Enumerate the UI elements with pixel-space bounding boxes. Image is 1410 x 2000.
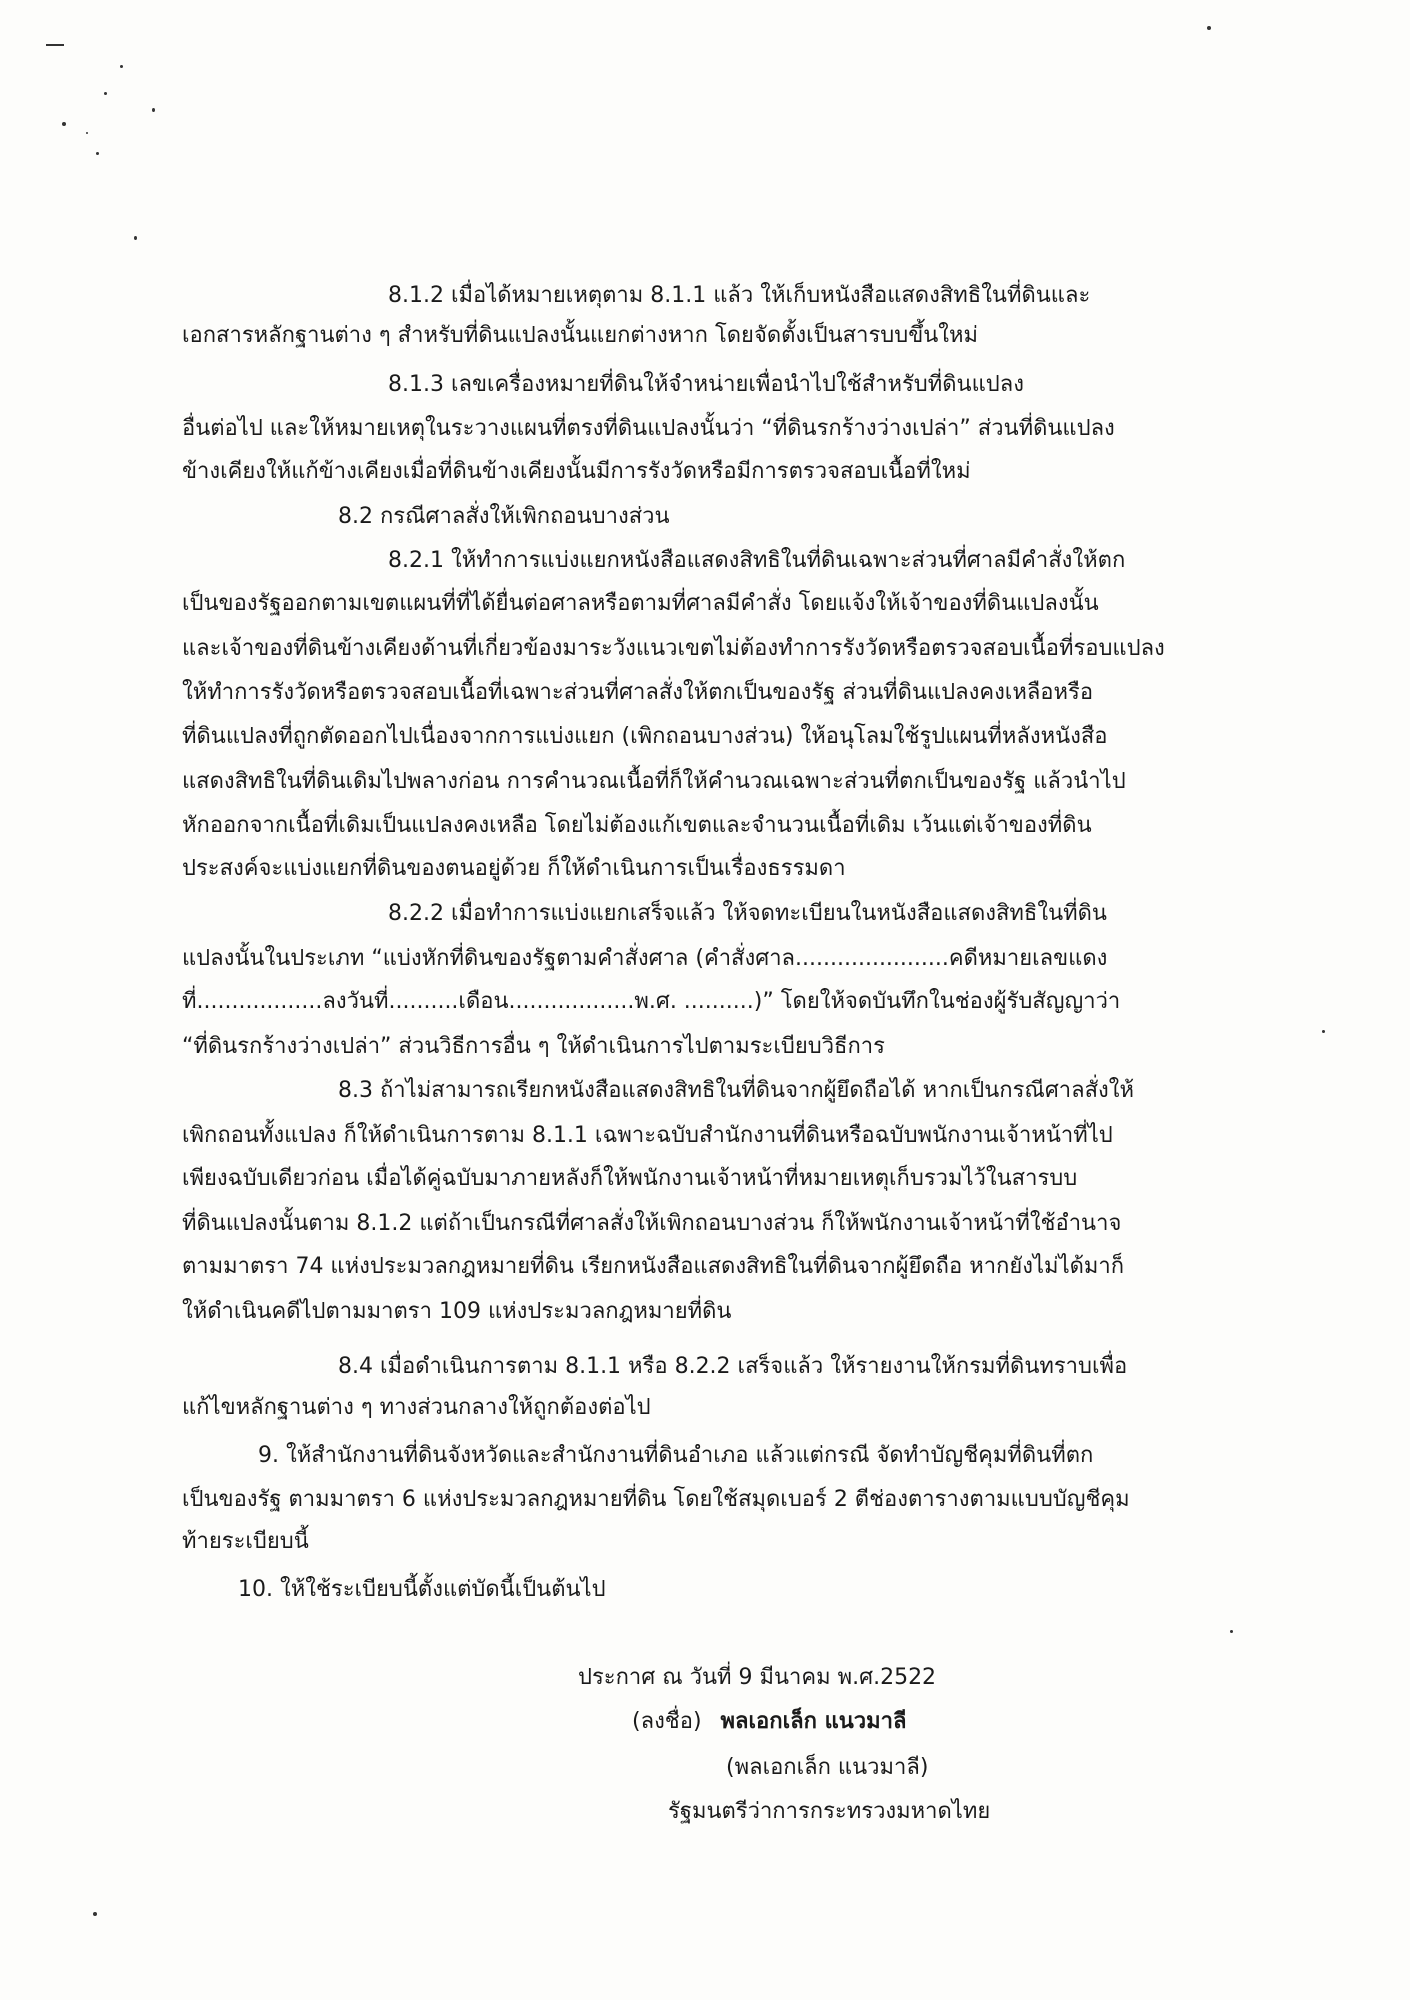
doc-line: 9. ให้สำนักงานที่ดินจังหวัดและสำนักงานที่ดินอำเภอ แล้วแต่กรณี จัดทำบัญชีคุมที่ดินที่ตก bbox=[258, 1443, 1094, 1468]
doc-line: 8.4 เมื่อดำเนินการตาม 8.1.1 หรือ 8.2.2 เสร็จแล้ว ให้รายงานให้กรมที่ดินทราบเพื่อ bbox=[338, 1354, 1128, 1379]
scan-speck bbox=[134, 236, 137, 240]
doc-line: แสดงสิทธิในที่ดินเดิมไปพลางก่อน การคำนวณเนื้อที่ก็ให้คำนวณเฉพาะส่วนที่ตกเป็นของรัฐ แล้วนำไป bbox=[182, 769, 1126, 794]
doc-section-heading: 8.2 กรณีศาลสั่งให้เพิกถอนบางส่วน bbox=[338, 504, 670, 529]
doc-line: ประสงค์จะแบ่งแยกที่ดินของตนอยู่ด้วย ก็ให้ดำเนินการเป็นเรื่องธรรมดา bbox=[182, 856, 846, 881]
scan-speck bbox=[86, 132, 88, 134]
scan-speck bbox=[1230, 1630, 1233, 1633]
doc-line: เพิกถอนทั้งแปลง ก็ให้ดำเนินการตาม 8.1.1 เฉพาะฉบับสำนักงานที่ดินหรือฉบับพนักงานเจ้าหน้าที่ไป bbox=[182, 1123, 1113, 1148]
signature-line bbox=[632, 1707, 906, 1737]
doc-line: “ที่ดินรกร้างว่างเปล่า” ส่วนวิธีการอื่น ๆ ให้ดำเนินการไปตามระเบียบวิธีการ bbox=[182, 1034, 885, 1059]
scan-speck bbox=[1322, 1030, 1325, 1033]
doc-line: 8.2.2 เมื่อทำการแบ่งแยกเสร็จแล้ว ให้จดทะเบียนในหนังสือแสดงสิทธิในที่ดิน bbox=[388, 901, 1107, 926]
doc-line: 10. ให้ใช้ระเบียบนี้ตั้งแต่บัดนี้เป็นต้นไป bbox=[238, 1577, 606, 1602]
signer-position: รัฐมนตรีว่าการกระทรวงมหาดไทย bbox=[668, 1799, 991, 1824]
doc-line: 8.1.2 เมื่อได้หมายเหตุตาม 8.1.1 แล้ว ให้เก็บหนังสือแสดงสิทธิในที่ดินและ bbox=[388, 283, 1091, 308]
scan-speck bbox=[96, 152, 99, 155]
doc-line: ให้ดำเนินคดีไปตามมาตรา 109 แห่งประมวลกฎหมายที่ดิน bbox=[182, 1299, 732, 1324]
doc-line: ข้างเคียงให้แก้ข้างเคียงเมื่อที่ดินข้างเคียงนั้นมีการรังวัดหรือมีการตรวจสอบเนื้อที่ใหม่ bbox=[182, 459, 971, 484]
doc-line: เอกสารหลักฐานต่าง ๆ สำหรับที่ดินแปลงนั้นแยกต่างหาก โดยจัดตั้งเป็นสารบบขึ้นใหม่ bbox=[182, 323, 979, 348]
doc-line: 8.3 ถ้าไม่สามารถเรียกหนังสือแสดงสิทธิในที่ดินจากผู้ยึดถือได้ หากเป็นกรณีศาลสั่งให้ bbox=[338, 1078, 1135, 1103]
scan-speck bbox=[152, 108, 155, 112]
doc-line: เพียงฉบับเดียวก่อน เมื่อได้คู่ฉบับมาภายหลังก็ให้พนักงานเจ้าหน้าที่หมายเหตุเก็บรวมไว้ในสารบบ bbox=[182, 1166, 1078, 1191]
doc-line: ตามมาตรา 74 แห่งประมวลกฎหมายที่ดิน เรียกหนังสือแสดงสิทธิในที่ดินจากผู้ยึดถือ หากยังไม่ได้มาก็ bbox=[182, 1254, 1125, 1279]
doc-line: 8.1.3 เลขเครื่องหมายที่ดินให้จำหน่ายเพื่อนำไปใช้สำหรับที่ดินแปลง bbox=[388, 372, 1024, 397]
scan-speck bbox=[93, 1912, 97, 1916]
doc-line: หักออกจากเนื้อที่เดิมเป็นแปลงคงเหลือ โดยไม่ต้องแก้เขตและจำนวนเนื้อที่เดิม เว้นแต่เจ้าของที่ดิน bbox=[182, 813, 1092, 838]
doc-line: และเจ้าของที่ดินข้างเคียงด้านที่เกี่ยวข้องมาระวังแนวเขตไม่ต้องทำการรังวัดหรือตรวจสอบเนื้อที่รอบแปลง bbox=[182, 636, 1165, 661]
scan-speck bbox=[62, 122, 66, 126]
doc-line: ที่ดินแปลงนั้นตาม 8.1.2 แต่ถ้าเป็นกรณีที่ศาลสั่งให้เพิกถอนบางส่วน ก็ให้พนักงานเจ้าหน้าที่ใช้อำนาจ bbox=[182, 1211, 1122, 1236]
doc-line: ที่ดินแปลงที่ถูกตัดออกไปเนื่องจากการแบ่งแยก (เพิกถอนบางส่วน) ให้อนุโลมใช้รูปแผนที่หลังหนังสือ bbox=[182, 724, 1108, 749]
doc-line: ท้ายระเบียบนี้ bbox=[182, 1529, 309, 1554]
scan-speck bbox=[104, 92, 107, 95]
announcement-date: ประกาศ ณ วันที่ 9 มีนาคม พ.ศ.2522 bbox=[578, 1665, 937, 1690]
doc-line: อื่นต่อไป และให้หมายเหตุในระวางแผนที่ตรงที่ดินแปลงนั้นว่า “ที่ดินรกร้างว่างเปล่า” ส่วนที่ดินแปลง bbox=[182, 416, 1115, 441]
printed-name: (พลเอกเล็ก แนวมาลี) bbox=[726, 1755, 929, 1780]
doc-line: ที่..................ลงวันที่..........เดือน..................พ.ศ. ..........)” โดยให้จดบันทึกในช่องผู้รับสัญญาว่า bbox=[182, 989, 1121, 1014]
doc-line: เป็นของรัฐออกตามเขตแผนที่ที่ได้ยื่นต่อศาลหรือตามที่ศาลมีคำสั่ง โดยแจ้งให้เจ้าของที่ดินแปลงนั้น bbox=[182, 591, 1099, 616]
scan-speck bbox=[1207, 26, 1211, 30]
doc-line: แปลงนั้นในประเภท “แบ่งหักที่ดินของรัฐตามคำสั่งศาล (คำสั่งศาล......................คดีหมายเลขแดง bbox=[182, 946, 1108, 971]
doc-line: เป็นของรัฐ ตามมาตรา 6 แห่งประมวลกฎหมายที่ดิน โดยใช้สมุดเบอร์ 2 ตีช่องตารางตามแบบบัญชีคุม bbox=[182, 1487, 1130, 1512]
signed-prefix: (ลงชื่อ) bbox=[632, 1709, 702, 1734]
scan-speck bbox=[120, 65, 123, 68]
scan-speck bbox=[46, 44, 64, 46]
doc-line: ให้ทำการรังวัดหรือตรวจสอบเนื้อที่เฉพาะส่วนที่ศาลสั่งให้ตกเป็นของรัฐ ส่วนที่ดินแปลงคงเหลือหรือ bbox=[182, 680, 1094, 705]
doc-line: 8.2.1 ให้ทำการแบ่งแยกหนังสือแสดงสิทธิในที่ดินเฉพาะส่วนที่ศาลมีคำสั่งให้ตก bbox=[388, 548, 1126, 573]
signed-name: พลเอกเล็ก แนวมาลี bbox=[720, 1709, 907, 1734]
doc-line: แก้ไขหลักฐานต่าง ๆ ทางส่วนกลางให้ถูกต้องต่อไป bbox=[182, 1395, 651, 1420]
